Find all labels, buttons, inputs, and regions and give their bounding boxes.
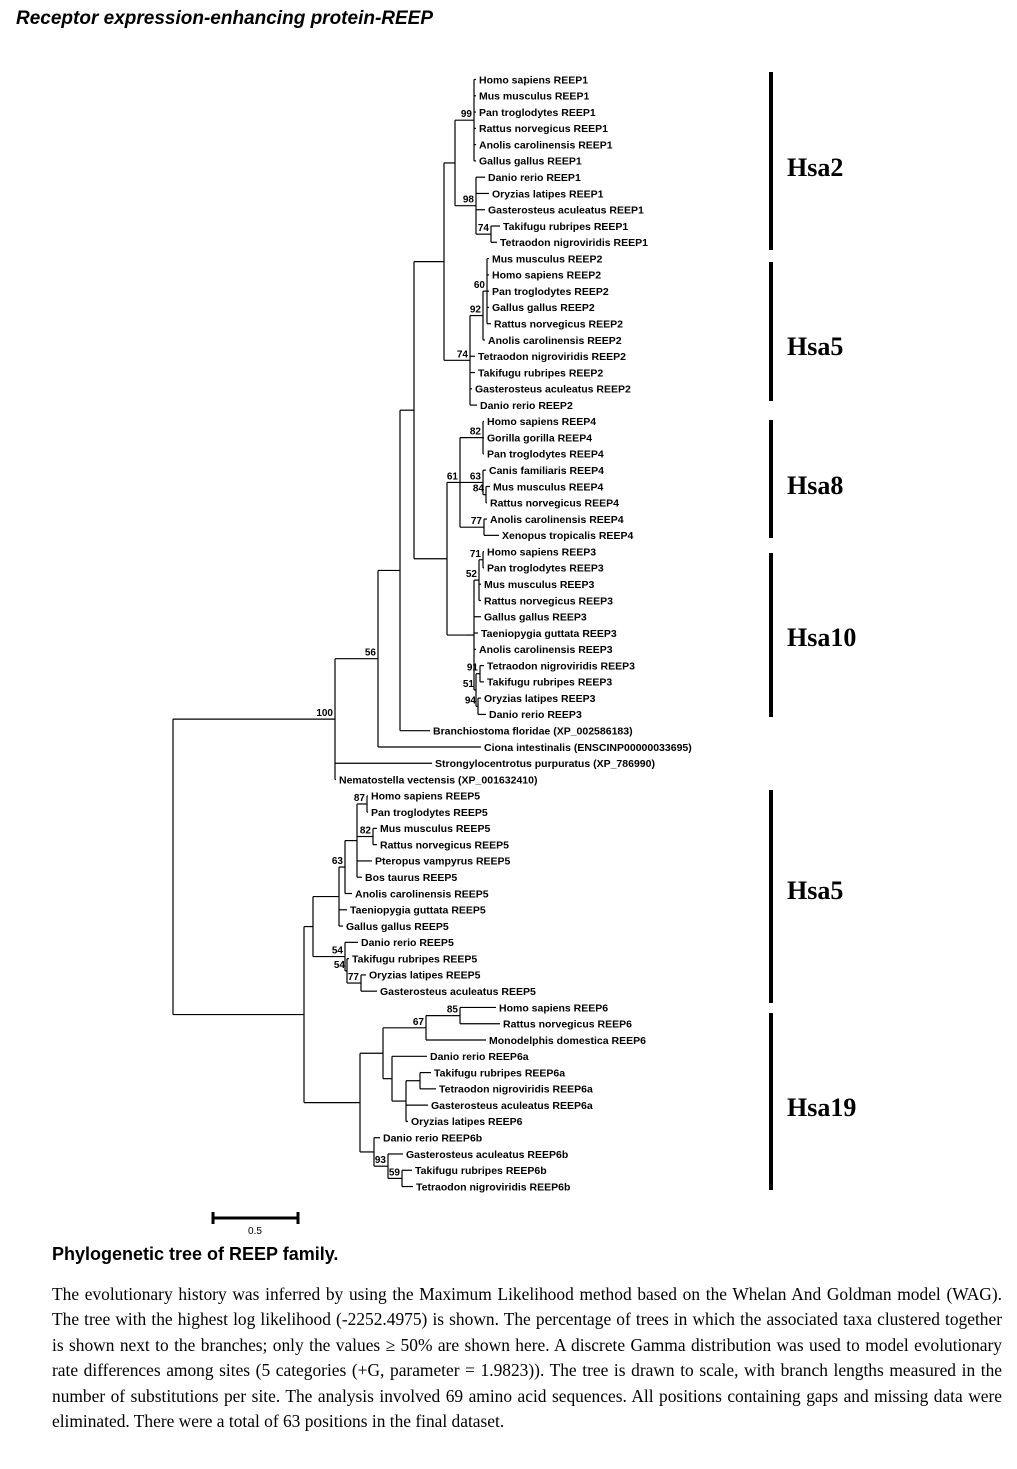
bootstrap-value: 82 [359, 825, 371, 837]
leaf-label: Rattus norvegicus REEP1 [479, 123, 608, 136]
bootstrap-value: 54 [333, 959, 345, 971]
bootstrap-value: 63 [469, 471, 481, 483]
leaf-label: Takifugu rubripes REEP6b [415, 1165, 547, 1178]
leaf-label: Bos taurus REEP5 [365, 872, 458, 885]
leaf-label: Mus musculus REEP5 [380, 823, 491, 836]
bootstrap-value: 98 [462, 194, 474, 206]
bootstrap-value: 77 [470, 516, 482, 528]
leaf-label: Danio rerio REEP6b [383, 1132, 483, 1145]
bootstrap-value: 94 [464, 695, 476, 707]
bootstrap-value: 87 [353, 792, 365, 804]
leaf-label: Mus musculus REEP4 [493, 481, 604, 494]
bootstrap-value: 71 [469, 548, 481, 560]
scale-bar-label: 0.5 [248, 1226, 262, 1237]
bootstrap-value: 61 [446, 471, 458, 483]
leaf-label: Gallus gallus REEP1 [479, 155, 582, 168]
leaf-label: Mus musculus REEP1 [479, 90, 590, 103]
leaf-label: Pan troglodytes REEP4 [487, 448, 604, 461]
leaf-label: Gasterosteus aculeatus REEP1 [488, 204, 644, 217]
leaf-label: Pan troglodytes REEP2 [492, 285, 609, 298]
bootstrap-value: 59 [388, 1167, 400, 1179]
bootstrap-value: 54 [331, 945, 343, 957]
chromosome-group-label: Hsa5 [787, 876, 844, 905]
leaf-label: Tetraodon nigroviridis REEP6a [439, 1083, 593, 1096]
leaf-label: Nematostella vectensis (XP_001632410) [339, 774, 538, 787]
leaf-label: Anolis carolinensis REEP2 [488, 334, 622, 347]
leaf-label: Anolis carolinensis REEP1 [479, 139, 613, 152]
bootstrap-value: 85 [446, 1004, 458, 1016]
bootstrap-value: 100 [316, 708, 333, 720]
bootstrap-value: 77 [347, 972, 359, 984]
leaf-label: Gallus gallus REEP3 [484, 611, 587, 624]
bootstrap-value: 84 [472, 483, 484, 495]
leaf-label: Ciona intestinalis (ENSCINP00000033695) [484, 741, 692, 754]
leaf-label: Danio rerio REEP2 [480, 399, 573, 412]
leaf-label: Takifugu rubripes REEP3 [487, 676, 613, 689]
leaf-label: Danio rerio REEP5 [361, 937, 454, 950]
caption-body: The evolutionary history was inferred by using the Maximum Likelihood method based on the Whelan And Goldman model (WAG). The tree with the highest log likelihood (-2252.4975) is shown. The percentage of trees in which the associated taxa clustered together is shown next to the branches; only the values ≥ 50% are shown here. A discrete Gamma distribution was used to model evolutionary rate differences among sites (5 categories (+G, parameter = 1.9823)). The tree is drawn to scale, with branch lengths measured in the number of substitutions per site. The analysis involved 69 amino acid sequences. All positions containing gaps and missing data were eliminated. There were a total of 63 positions in the final dataset. [52, 1284, 1002, 1432]
chromosome-group-label: Hsa2 [787, 153, 844, 182]
leaf-label: Pteropus vampyrus REEP5 [375, 855, 511, 868]
leaf-label: Gasterosteus aculeatus REEP5 [380, 985, 536, 998]
leaf-label: Danio rerio REEP6a [430, 1051, 529, 1064]
leaf-label: Oryzias latipes REEP1 [492, 188, 604, 201]
leaf-label: Rattus norvegicus REEP5 [380, 839, 509, 852]
leaf-label: Danio rerio REEP1 [488, 171, 581, 184]
chromosome-group-label: Hsa5 [787, 332, 844, 361]
leaf-labels [339, 74, 692, 1193]
bootstrap-value: 92 [469, 304, 481, 316]
bootstrap-value: 56 [364, 647, 376, 659]
leaf-label: Taeniopygia guttata REEP3 [481, 627, 617, 640]
leaf-label: Pan troglodytes REEP5 [371, 806, 488, 819]
leaf-label: Tetraodon nigroviridis REEP2 [478, 351, 626, 364]
bootstrap-value: 93 [374, 1155, 386, 1167]
chromosome-group-label: Hsa19 [787, 1093, 857, 1122]
leaf-label: Tetraodon nigroviridis REEP1 [500, 237, 648, 250]
leaf-label: Oryzias latipes REEP5 [369, 969, 481, 982]
leaf-label: Gasterosteus aculeatus REEP6b [406, 1148, 569, 1161]
leaf-label: Homo sapiens REEP1 [479, 74, 589, 87]
scale-bar [213, 1212, 298, 1237]
tree-branches [173, 80, 500, 1187]
leaf-label: Pan troglodytes REEP3 [487, 562, 604, 575]
chromosome-group-label: Hsa8 [787, 471, 844, 500]
leaf-label: Takifugu rubripes REEP5 [352, 953, 478, 966]
leaf-label: Tetraodon nigroviridis REEP3 [487, 660, 635, 673]
bootstrap-value: 51 [462, 679, 474, 690]
leaf-label: Taeniopygia guttata REEP5 [350, 904, 486, 917]
leaf-label: Oryzias latipes REEP3 [484, 692, 596, 705]
leaf-label: Rattus norvegicus REEP4 [490, 497, 619, 510]
leaf-label: Homo sapiens REEP4 [487, 416, 597, 429]
leaf-label: Strongylocentrotus purpuratus (XP_786990) [435, 758, 655, 771]
leaf-label: Anolis carolinensis REEP5 [355, 888, 489, 901]
leaf-label: Pan troglodytes REEP1 [479, 106, 596, 119]
chromosome-group-label: Hsa10 [787, 623, 857, 652]
bootstrap-value: 67 [412, 1016, 424, 1028]
bootstrap-value: 91 [466, 662, 478, 674]
leaf-label: Gallus gallus REEP5 [346, 920, 449, 933]
leaf-label: Homo sapiens REEP6 [499, 1002, 609, 1015]
leaf-label: Gasterosteus aculeatus REEP6a [431, 1099, 593, 1112]
leaf-label: Anolis carolinensis REEP3 [479, 644, 613, 657]
leaf-label: Danio rerio REEP3 [489, 709, 582, 722]
bootstrap-value: 82 [469, 426, 481, 438]
leaf-label: Monodelphis domestica REEP6 [489, 1034, 646, 1047]
leaf-label: Gasterosteus aculeatus REEP2 [475, 383, 631, 396]
leaf-label: Anolis carolinensis REEP4 [490, 513, 624, 526]
page-title: Receptor expression-enhancing protein-REEP [16, 8, 434, 29]
leaf-label: Mus musculus REEP2 [492, 253, 603, 266]
bootstrap-value: 60 [473, 280, 485, 292]
leaf-label: Gorilla gorilla REEP4 [487, 432, 593, 445]
bootstrap-value: 74 [456, 349, 468, 361]
leaf-label: Branchiostoma floridae (XP_002586183) [433, 725, 633, 738]
leaf-label: Rattus norvegicus REEP3 [484, 595, 613, 608]
leaf-label: Oryzias latipes REEP6 [411, 1116, 523, 1129]
leaf-label: Homo sapiens REEP3 [487, 546, 597, 559]
leaf-label: Takifugu rubripes REEP2 [478, 367, 604, 380]
bootstrap-value: 74 [477, 223, 489, 235]
leaf-label: Rattus norvegicus REEP6 [503, 1018, 632, 1031]
leaf-label: Mus musculus REEP3 [484, 578, 595, 591]
leaf-label: Homo sapiens REEP2 [492, 269, 602, 282]
leaf-label: Takifugu rubripes REEP1 [503, 220, 629, 233]
leaf-label: Gallus gallus REEP2 [492, 302, 595, 315]
leaf-label: Rattus norvegicus REEP2 [494, 318, 623, 331]
chromosome-groups [771, 72, 856, 1190]
bootstrap-value: 52 [465, 569, 477, 581]
leaf-label: Tetraodon nigroviridis REEP6b [416, 1181, 571, 1194]
bootstrap-value: 99 [460, 109, 472, 121]
leaf-label: Takifugu rubripes REEP6a [434, 1067, 566, 1080]
leaf-label: Homo sapiens REEP5 [371, 790, 481, 803]
bootstrap-value: 63 [331, 856, 343, 868]
leaf-label: Canis familiaris REEP4 [489, 465, 604, 478]
support-labels [316, 109, 489, 1178]
caption-title: Phylogenetic tree of REEP family. [52, 1244, 339, 1264]
leaf-label: Xenopus tropicalis REEP4 [502, 530, 634, 543]
